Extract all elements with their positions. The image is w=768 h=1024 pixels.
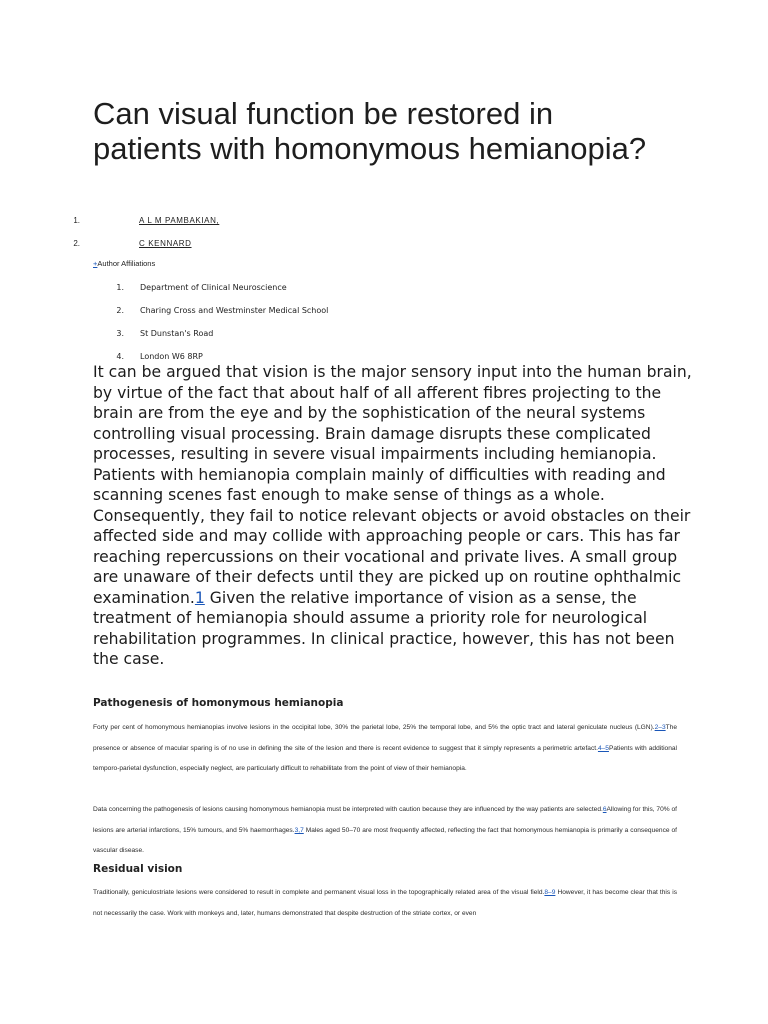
affiliation-text: St Dunstan's Road: [140, 329, 214, 338]
affiliation-item: [0, 306, 500, 318]
body-paragraph: [93, 800, 677, 862]
affiliation-text: London W6 8RP: [140, 352, 203, 361]
affiliation-number: 2.: [116, 306, 124, 315]
author-link[interactable]: A L M PAMBAKIAN,: [139, 216, 220, 225]
body-paragraph: [93, 718, 677, 780]
author-number: 1.: [73, 216, 80, 225]
reference-link[interactable]: 2–3: [654, 724, 666, 731]
reference-link[interactable]: 6: [602, 806, 607, 813]
reference-link[interactable]: 8–9: [544, 889, 556, 896]
paragraph-text: Forty per cent of homonymous hemianopias involve lesions in the occipital lobe, 30% the parietal lobe, 25% the temporal lobe, and 5% the optic tract and lateral geniculate nucleus (LGN).: [93, 724, 655, 731]
affiliation-item: [0, 329, 500, 341]
paragraph-text: However, it has become clear that this is not necessarily the case. Work with monkeys and, later, humans demonstrated that despite destruction of the striate cortex, or even: [93, 889, 677, 917]
author-affiliations-toggle[interactable]: [93, 259, 155, 268]
paragraph-text: The presence or absence of macular sparing is of no use in defining the site of the lesion and there is recent evidence to suggest that it simply represents a perimetric artefact.: [93, 724, 677, 752]
affiliations-label: Author Affiliations: [97, 259, 156, 268]
affiliation-number: 4.: [116, 352, 124, 361]
intro-paragraph: [93, 362, 693, 670]
paragraph-text: Data concerning the pathogenesis of lesions causing homonymous hemianopia must be interpreted with caution because they are influenced by the way patients are selected.: [93, 806, 603, 813]
affiliation-number: 1.: [116, 283, 124, 292]
paragraph-text: Patients with additional temporo-parietal dysfunction, especially neglect, are particularly difficult to rehabilitate from the point of view of their hemianopia.: [93, 744, 677, 773]
affiliation-text: Department of Clinical Neuroscience: [140, 283, 287, 292]
intro-text: Given the relative importance of vision as a sense, the treatment of hemianopia should assume a priority role for neurological rehabilitation programmes. In clinical practice, however, this has not been the case.: [93, 588, 675, 668]
reference-link[interactable]: 4–5: [597, 744, 609, 752]
intro-text: It can be argued that vision is the major sensory input into the human brain, by virtue of the fact that about half of all afferent fibres projecting to the brain are from the eye and by the sophistication of the neural systems controlling visual processing. Brain damage disrupts these complicated processes, resulting in severe visual impairments including hemianopia. Patients with hemianopia complain mainly of difficulties with reading and scanning scenes fast enough to make sense of things as a whole. Consequently, they fail to notice relevant objects or avoid obstacles on their affected side and may collide with approaching people or cars. This has far reaching repercussions on their vocational and private lives. A small group are unaware of their defects until they are picked up on routine ophthalmic examination.: [93, 363, 692, 607]
reference-link[interactable]: 3,7: [294, 826, 304, 834]
author-item: [0, 239, 400, 253]
affiliation-text: Charing Cross and Westminster Medical School: [140, 306, 329, 315]
author-number: 2.: [73, 239, 80, 248]
paragraph-text: Allowing for this, 70% of lesions are arterial infarctions, 15% tumours, and 5% haemorrhages.: [93, 806, 677, 834]
affiliation-number: 3.: [116, 329, 124, 338]
paragraph-text: Traditionally, geniculostriate lesions were considered to result in complete and permanent visual loss in the topographically related area of the visual field.: [93, 889, 545, 896]
paragraph-text: Males aged 50–70 are most frequently affected, reflecting the fact that homonymous hemianopia is primarily a consequence of vascular disease.: [93, 826, 677, 855]
body-paragraph: [93, 883, 677, 924]
author-link[interactable]: C KENNARD: [139, 239, 192, 248]
reference-link[interactable]: 1: [194, 588, 205, 607]
expand-icon[interactable]: +: [93, 259, 98, 268]
affiliation-item: [0, 283, 500, 295]
section-heading-residual-vision: Residual vision: [93, 863, 183, 875]
author-item: [0, 216, 400, 230]
article-title: Can visual function be restored in patients with homonymous hemianopia?: [93, 96, 647, 166]
section-heading-pathogenesis: Pathogenesis of homonymous hemianopia: [93, 697, 344, 709]
